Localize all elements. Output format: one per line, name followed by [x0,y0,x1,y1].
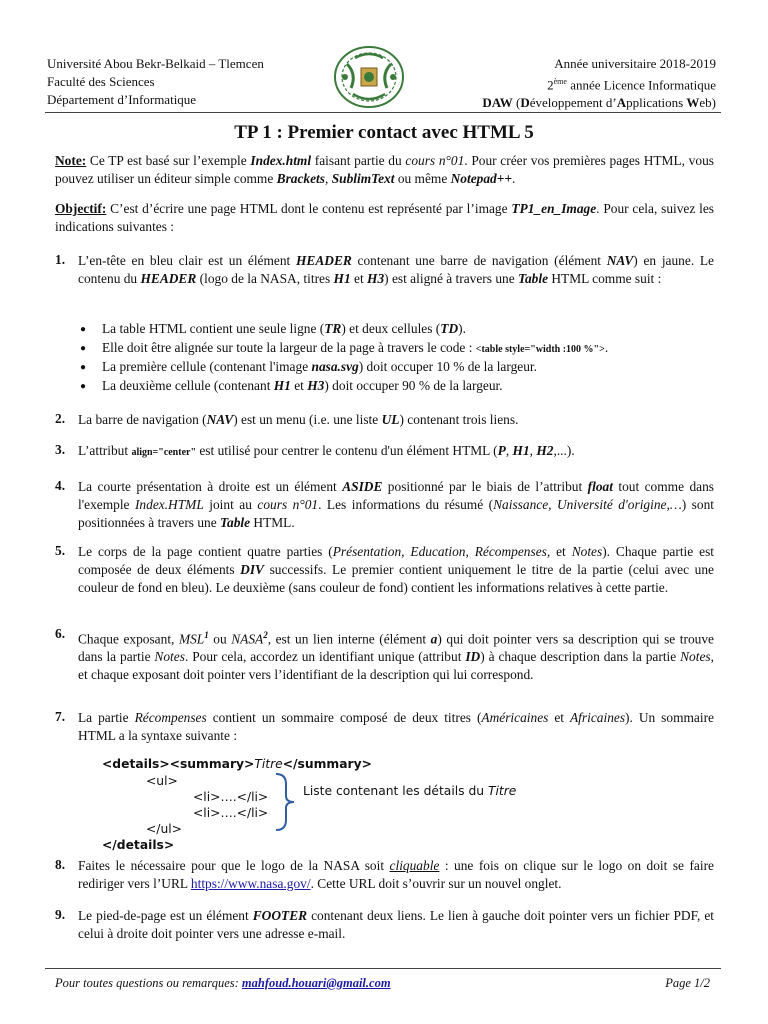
i5-c: ). Chaque partie est composée de deux éléments [78,544,714,577]
faculty-name: Faculté des Sciences [47,74,155,89]
note-ed2: SublimText [331,171,395,186]
i2-ul: UL [381,412,400,427]
b3-b: ) doit occuper 10 % de la largeur. [358,359,537,374]
note-paragraph [55,152,714,188]
i6-ael: a [430,631,438,647]
i1-nav: NAV [606,253,634,268]
academic-info-block [482,55,716,112]
item-number-9: 9. [55,907,66,922]
course-abbr: DAW [482,95,513,111]
i6-msl: MSL [178,631,205,647]
code-line-5: </ul> [146,822,182,836]
bullet-icon: ● [80,381,87,392]
i1-d: (logo de la NASA, titres [196,271,334,286]
b3-svg: nasa.svg [311,359,359,374]
i1-c: ) en jaune. Le contenu du [78,253,715,286]
objectif-t2: . Pour cela, suivez les indications suivantes : [55,201,714,234]
b1-b: ) et deux cellules ( [341,321,441,336]
i9-footer: FOOTER [252,908,308,923]
item-9-text [78,907,714,943]
item-2-text [78,411,714,429]
note-ed1: Brackets [276,171,325,186]
i8-cliquable: cliquable [389,858,440,873]
note-t2: faisant partie du [311,153,406,168]
i4-c: tout comme dans l'exemple [78,479,714,512]
code-note-text: Liste contenant les détails du [303,784,488,798]
contact-email-link[interactable]: mahfoud.houari@gmail.com [241,976,391,990]
i7-c: et [548,710,570,725]
header-divider [45,112,721,113]
note-t1: Ce TP est basé sur l’exemple [86,153,251,168]
b1-tr: TR [324,321,342,336]
institution-block [47,55,264,109]
i1-header: HEADER [296,253,352,268]
level-sup: ème [553,77,567,86]
i2-b: ) est un menu (i.e. une liste [233,412,382,427]
i1-header2: HEADER [140,271,197,286]
university-name: Université Abou Bekr-Belkaid – Tlemcen [47,56,264,71]
i6-f: ) à chaque description dans la partie [480,649,681,665]
i3-p: P [497,443,506,458]
b4-h1: H1 [273,378,291,393]
course-d3: eb) [699,95,716,111]
code-line-6: </details> [102,838,175,852]
i6-c: , est un lien interne (élément [267,631,431,647]
i4-table: Table [220,515,251,530]
i4-float: float [587,479,613,494]
i6-notes: Notes [154,649,185,665]
i2-a: La barre de navigation ( [78,412,207,427]
code-line-4: <li>….</li> [193,806,269,820]
i5-b: et [550,544,572,559]
i7-b: contient un sommaire composé de deux titres ( [206,710,482,725]
course-d1: éveloppement d’ [529,95,617,111]
i4-f: ) sont positionnées à travers une [78,497,714,530]
i9-b: contenant deux liens. Le lien à gauche doit pointer vers un fichier PDF, et celui à droite doit pointer vers une adresse e-mail. [78,908,714,941]
course-d2: pplications [626,95,687,111]
code-summary-close: </summary> [282,757,372,771]
bullet-3-text [102,358,714,376]
i4-a: La courte présentation à droite est un élément [78,479,343,494]
bullet-icon: ● [80,362,87,373]
i4-d: joint au [203,497,258,512]
i1-e: et [350,271,368,286]
i4-b: positionné par le biais de l’attribut [382,479,588,494]
b4-a: La deuxième cellule (contenant [102,378,274,393]
level-text: année Licence Informatique [566,77,716,93]
i6-a: Chaque exposant, [78,631,179,647]
i4-g: HTML. [250,515,295,530]
item-7-text [78,709,714,745]
i7-am: Américaines [481,710,549,725]
item-number-7: 7. [55,709,66,724]
page-title: TP 1 : Premier contact avec HTML 5 [234,122,534,143]
b2-b: . [604,340,609,355]
code-line-1 [102,757,372,771]
i1-table: Table [518,271,549,286]
i7-rec: Récompenses [134,710,207,725]
i5-parts: Présentation, Education, Récompenses, [332,544,551,559]
note-label: Note: [55,153,87,168]
page-number: Page 1/2 [665,976,710,990]
i4-index: Index.HTML [134,497,204,512]
code-titre: Titre [254,757,283,771]
i5-notes: Notes [571,544,603,559]
i8-b: : une fois on clique sur le logo on doit se faire rediriger vers l’URL [78,858,714,891]
bullet-2-text [102,339,714,359]
b4-h3: H3 [307,378,325,393]
b4-c: ) doit occuper 90 % de la largeur. [324,378,503,393]
course-a: A [616,95,627,111]
i6-nasa: NASA [231,631,264,647]
i9-a: Le pied-de-page est un élément [78,908,253,923]
note-cours: cours n°01 [405,153,465,168]
i4-aside: ASIDE [342,479,383,494]
i6-b: ou [208,631,232,647]
i6-sup2: 2 [263,630,268,640]
i7-af: Africaines [570,710,626,725]
item-number-5: 5. [55,543,66,558]
note-t3: . Pour créer vos premières pages HTML, vous pouvez utiliser un éditeur simple comme [55,153,714,186]
objectif-label: Objectif: [55,201,107,216]
item-number-6: 6. [55,626,66,641]
i8-a: Faites le nécessaire pour que le logo de la NASA soit [78,858,390,873]
b1-c: ). [458,321,466,336]
bullet-icon: ● [80,343,87,354]
footer-divider [45,968,721,969]
i6-notes2: Notes [680,649,711,665]
note-t4: , [325,171,332,186]
i2-nav: NAV [206,412,234,427]
course-name [482,94,716,112]
department-name: Département d’Informatique [47,92,197,107]
nasa-url-link[interactable]: https://www.nasa.gov/ [190,876,311,891]
footer-contact [55,976,391,991]
i1-a: L’en-tête en bleu clair est un élément [78,253,296,268]
i1-b: contenant une barre de navigation (élément [351,253,607,268]
i3-h1: H1 [512,443,530,458]
note-file: Index.html [250,153,312,168]
b2-a: Elle doit être alignée sur toute la largeur de la page à travers le code : [102,340,476,355]
item-number-1: 1. [55,252,66,267]
i3-h2: H2 [536,443,554,458]
i1-h1: H1 [333,271,351,286]
academic-year: Année universitaire 2018-2019 [554,56,716,71]
item-8-text [78,857,714,893]
i3-c2: , [529,443,537,458]
item-number-8: 8. [55,857,66,872]
b3-a: La première cellule (contenant l'image [102,359,312,374]
item-6-text [78,626,714,684]
item-number-2: 2. [55,411,66,426]
item-1-text [78,252,714,288]
code-note [303,784,516,798]
i5-d: successifs. Le premier contient uniquement le titre de la partie (celui avec une couleur de fond en bleu). Le deuxième (sans couleur de fond) contient les informations relatives à cette partie. [78,562,714,595]
i4-naiss: Naissance, Université d'origine,… [493,497,682,512]
course-open: ( [512,95,521,111]
item-5-text [78,543,714,597]
objectif-img: TP1_en_Image [511,201,597,216]
code-line-3: <li>….</li> [193,790,269,804]
i6-e: . Pour cela, accordez un identifiant unique (attribut [184,649,466,665]
item-number-3: 3. [55,442,66,457]
i6-id: ID [465,649,481,665]
i6-d: ) qui doit pointer vers sa description qui se trouve dans la partie [78,631,714,665]
code-summary-open: <details><summary> [102,757,255,771]
i3-a: L’attribut [78,443,132,458]
b4-b: et [290,378,308,393]
brace-icon [272,772,298,836]
item-4-text [78,478,714,532]
course-d: D [520,95,530,111]
bullet-icon: ● [80,324,87,335]
i4-e: . Les informations du résumé ( [318,497,494,512]
i8-c: . Cette URL doit s’ouvrir sur un nouvel onglet. [310,876,562,891]
i5-a: Le corps de la page contient quatre parties ( [78,544,333,559]
i7-a: La partie [78,710,135,725]
bullet-4-text [102,377,714,395]
i1-g: HTML comme suit : [548,271,662,286]
i1-h3: H3 [367,271,385,286]
course-w: W [686,95,700,111]
b1-a: La table HTML contient une seule ligne ( [102,321,325,336]
i3-attr: align="center" [131,447,197,458]
i6-sup1: 1 [204,630,209,640]
i7-d: ). Un sommaire HTML a la syntaxe suivante : [78,710,714,743]
objectif-t1: C’est d’écrire une page HTML dont le contenu est représenté par l’image [106,201,512,216]
university-seal-logo [333,44,405,110]
code-note-titre: Titre [487,784,517,798]
footer-question: Pour toutes questions ou remarques: [55,976,242,990]
i6-g: , et chaque exposant doit pointer vers l’identifiant de la description qui lui correspond. [78,649,714,683]
bullet-1-text [102,320,714,338]
i3-b: est utilisé pour centrer le contenu d'un élément HTML ( [196,443,498,458]
i2-c: ) contenant trois liens. [399,412,519,427]
i1-f: ) est aligné à travers une [384,271,519,286]
i5-div: DIV [240,562,264,577]
item-number-4: 4. [55,478,66,493]
note-t6: . [512,171,516,186]
study-level [482,73,716,94]
i4-cours: cours n°01 [257,497,319,512]
b1-td: TD [440,321,459,336]
i3-c1: , [505,443,513,458]
item-3-text [78,442,714,462]
note-t5: ou même [394,171,451,186]
note-ed3: Notepad++ [450,171,513,186]
i3-d: ,...). [553,443,575,458]
code-line-2: <ul> [146,774,178,788]
b2-code: <table style="width :100 %"> [475,344,605,355]
objectif-paragraph [55,200,714,236]
level-number: 2 [547,77,554,93]
